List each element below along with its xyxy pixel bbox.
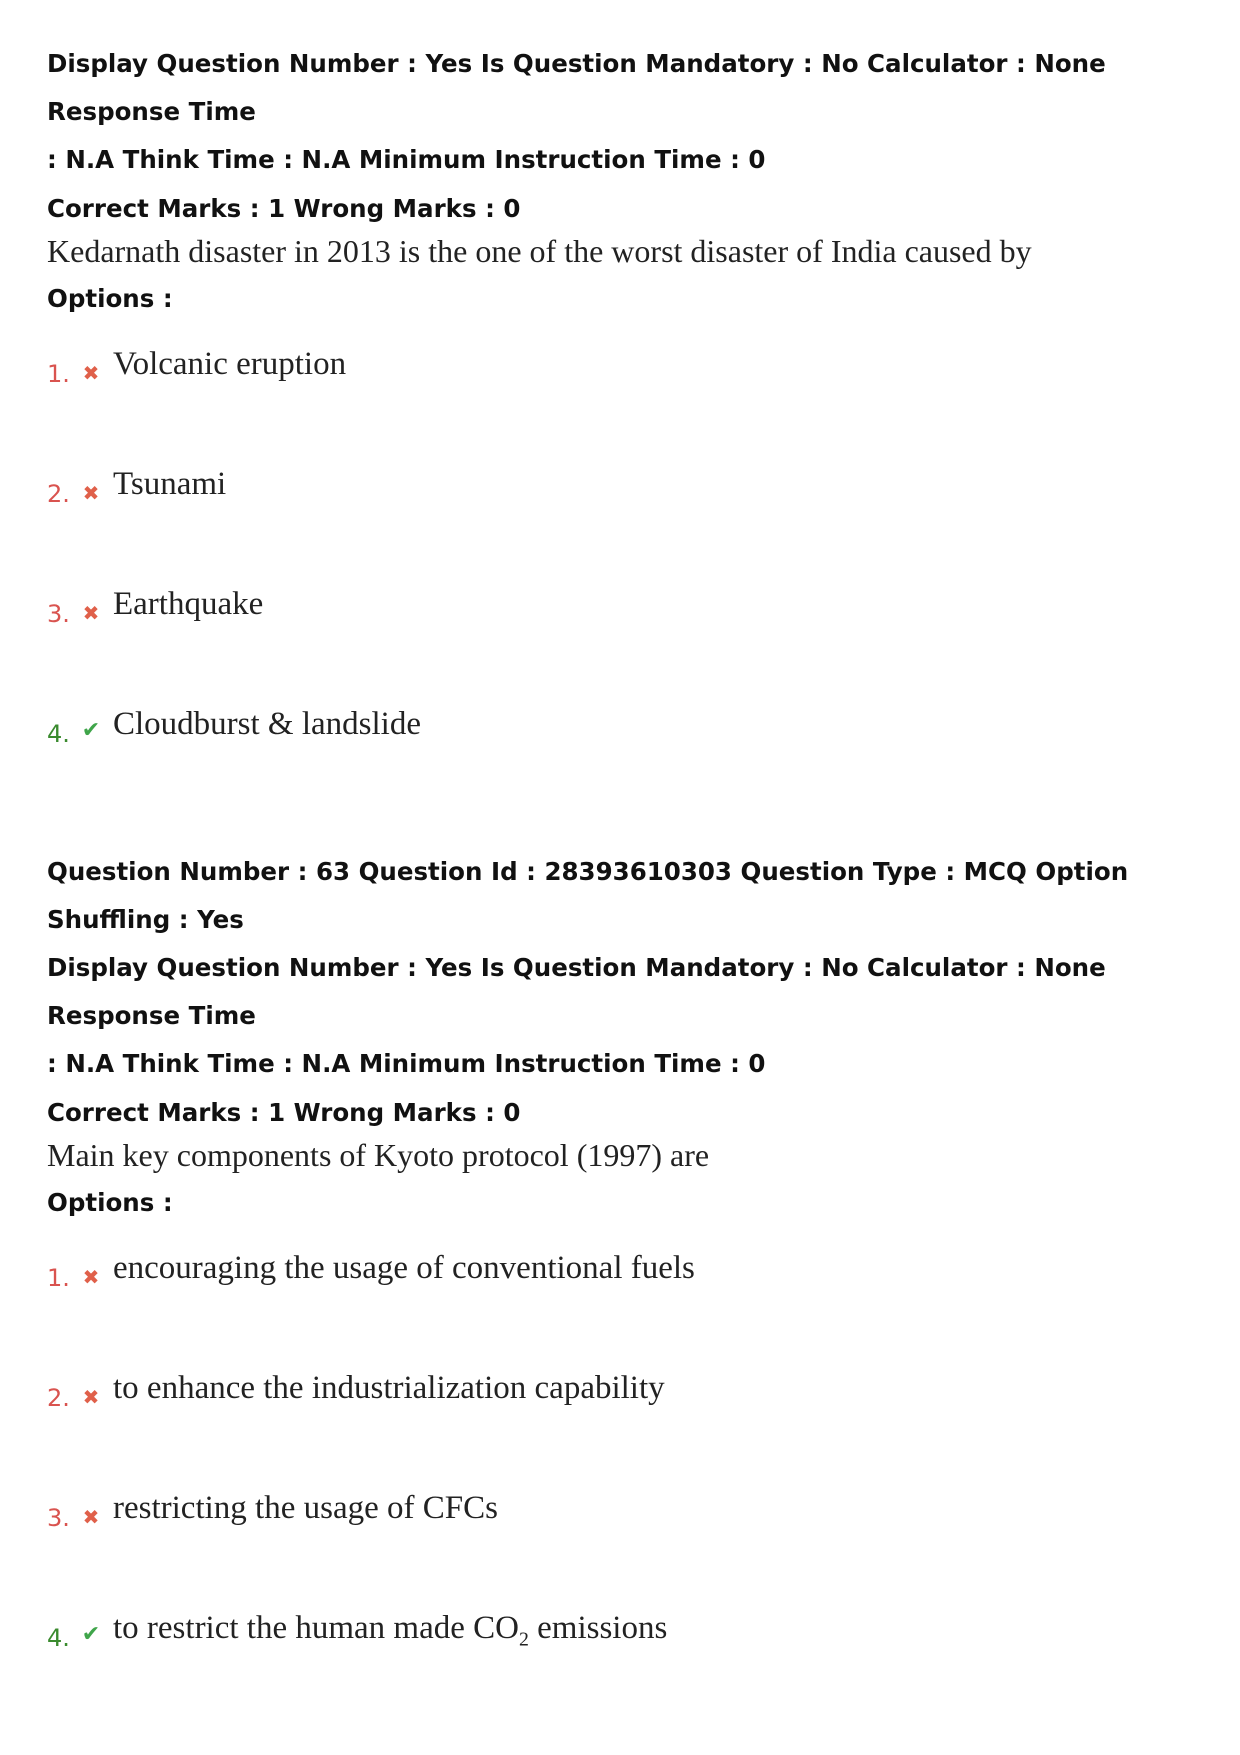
option-text-part: emissions: [528, 1610, 668, 1646]
option-item: [47, 1358, 1207, 1478]
marks-line: Correct Marks : 1 Wrong Marks : 0: [47, 1098, 521, 1127]
question-text: Main key components of Kyoto protocol (1997) are: [47, 1137, 710, 1173]
cross-icon: ✖: [82, 1385, 100, 1409]
option-text-part: to restrict the human made CO: [113, 1610, 519, 1646]
question-block-2: [47, 848, 1207, 1718]
option-item: [47, 574, 1207, 694]
option-item: [47, 1238, 1207, 1358]
options-list: [47, 334, 1207, 814]
marks-line: Correct Marks : 1 Wrong Marks : 0: [47, 194, 521, 223]
question-block-1: [47, 40, 1207, 814]
option-number: 2.: [47, 480, 70, 508]
subscript: 2: [518, 1628, 529, 1651]
check-icon: ✔: [81, 718, 101, 743]
question-meta-line: : N.A Think Time : N.A Minimum Instruction Time : 0: [47, 145, 766, 174]
option-number: 2.: [47, 1384, 70, 1412]
option-text: to enhance the industrialization capability: [113, 1370, 665, 1406]
option-number: 4.: [47, 1624, 70, 1652]
document-page: [47, 40, 1207, 1718]
question-meta-line: Display Question Number : Yes Is Question Mandatory : No Calculator : None Response Time: [47, 49, 1106, 126]
option-text: Tsunami: [113, 466, 227, 502]
cross-icon: ✖: [82, 1505, 100, 1529]
options-label: Options :: [47, 284, 173, 313]
option-item: [47, 1598, 1207, 1718]
cross-icon: ✖: [82, 601, 100, 625]
option-text: Cloudburst & landslide: [113, 706, 421, 742]
question-meta-line: : N.A Think Time : N.A Minimum Instruction Time : 0: [47, 1049, 766, 1078]
option-text: Earthquake: [113, 586, 264, 622]
option-item: [47, 454, 1207, 574]
option-number: 1.: [47, 360, 70, 388]
question-meta-line: Question Number : 63 Question Id : 28393610303 Question Type : MCQ Option Shuffling : Yes: [47, 857, 1129, 934]
cross-icon: ✖: [82, 481, 100, 505]
option-number: 3.: [47, 600, 70, 628]
check-icon: ✔: [81, 1622, 101, 1647]
question-meta-line: Display Question Number : Yes Is Question Mandatory : No Calculator : None Response Time: [47, 953, 1106, 1030]
question-text: Kedarnath disaster in 2013 is the one of the worst disaster of India caused by: [47, 233, 1032, 269]
options-list: [47, 1238, 1207, 1718]
option-item: [47, 1478, 1207, 1598]
cross-icon: ✖: [82, 361, 100, 385]
option-text: [113, 1610, 667, 1652]
option-text: encouraging the usage of conventional fuels: [113, 1250, 695, 1286]
option-item: [47, 694, 1207, 814]
options-label: Options :: [47, 1188, 173, 1217]
option-number: 3.: [47, 1504, 70, 1532]
cross-icon: ✖: [82, 1265, 100, 1289]
option-number: 1.: [47, 1264, 70, 1292]
option-text: Volcanic eruption: [113, 346, 347, 382]
option-number: 4.: [47, 720, 70, 748]
option-text: restricting the usage of CFCs: [113, 1490, 498, 1526]
option-item: [47, 334, 1207, 454]
